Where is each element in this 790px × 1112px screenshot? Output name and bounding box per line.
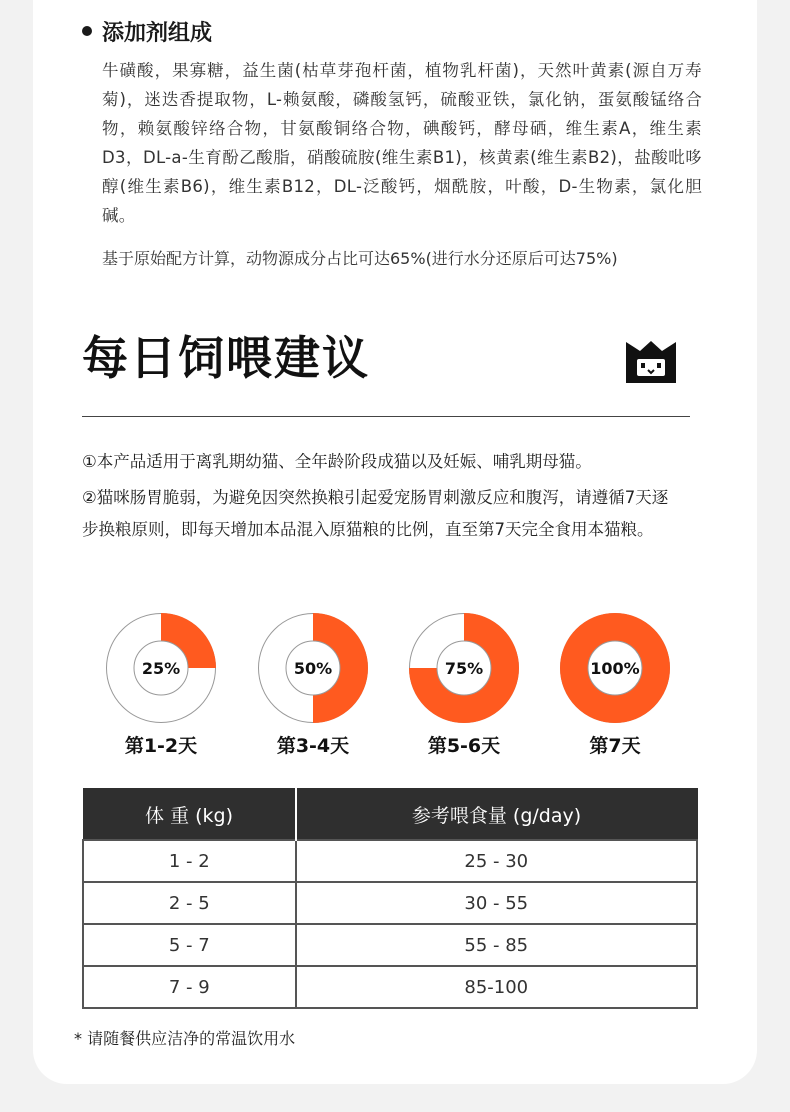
amount-cell: 85-100 (296, 966, 697, 1008)
feeding-table (82, 788, 698, 1009)
table-row (83, 924, 697, 966)
weight-cell: 5 - 7 (83, 924, 296, 966)
amount-cell: 30 - 55 (296, 882, 697, 924)
ring-percent-label: 100% (590, 659, 640, 678)
brand-logo-icon (626, 339, 676, 383)
progress-ring (105, 612, 217, 724)
day-range-label: 第1-2天 (124, 735, 198, 757)
table-row (83, 840, 697, 882)
weight-cell: 2 - 5 (83, 882, 296, 924)
progress-ring (408, 612, 520, 724)
additives-title: 添加剂组成 (102, 20, 213, 46)
amount-cell: 55 - 85 (296, 924, 697, 966)
transition-text: ②猫咪肠胃脆弱，为避免因突然换粮引起爱宠肠胃刺激反应和腹泻，请遵循7天逐步换粮原则，即每天增加本品混入原猫粮的比例，直至第7天完全食用本猫粮。 (82, 488, 669, 539)
additives-heading (82, 14, 212, 48)
day-range-label: 第5-6天 (427, 735, 501, 757)
table-row (83, 882, 697, 924)
animal-source-note: 基于原始配方计算，动物源成分占比可达65%(进行水分还原后可达75%) (102, 249, 618, 268)
table-row (83, 966, 697, 1008)
suitability-text: ①本产品适用于离乳期幼猫、全年龄阶段成猫以及妊娠、哺乳期母猫。 (82, 452, 592, 471)
ring-percent-label: 50% (293, 659, 333, 678)
amount-cell: 25 - 30 (296, 840, 697, 882)
water-footnote: * 请随餐供应洁净的常温饮用水 (74, 1029, 296, 1048)
progress-ring (257, 612, 369, 724)
weight-cell: 1 - 2 (83, 840, 296, 882)
ring-percent-label: 25% (141, 659, 181, 678)
bullet-dot-icon (82, 26, 92, 36)
day-range-label: 第3-4天 (276, 735, 350, 757)
title-divider (82, 416, 690, 417)
day-range-label: 第7天 (589, 735, 641, 757)
additives-text: 牛磺酸，果寡糖，益生菌(枯草芽孢杆菌，植物乳杆菌)，天然叶黄素(源自万寿菊)，迷迭香提取物，L-赖氨酸，磷酸氢钙，硫酸亚铁，氯化钠，蛋氨酸锰络合物，赖氨酸锌络合物，甘氨酸铜络合物，碘酸钙，酵母硒，维生素A，维生素D3，DL-a-生育酚乙酸脂，硝酸硫胺(维生素B1)，核黄素(维生素B2)，盐酸吡哆醇(维生素B6)，维生素B12，DL-泛酸钙，烟酰胺，叶酸，D-生物素，氯化胆碱。 (102, 61, 702, 225)
amount-header: 参考喂食量 (g/day) (296, 789, 697, 841)
progress-ring (559, 612, 671, 724)
page-title: 每日饲喂建议 (82, 331, 370, 385)
weight-cell: 7 - 9 (83, 966, 296, 1008)
ring-percent-label: 75% (444, 659, 484, 678)
table-header-row (83, 789, 697, 841)
weight-header: 体 重 (kg) (83, 789, 296, 841)
